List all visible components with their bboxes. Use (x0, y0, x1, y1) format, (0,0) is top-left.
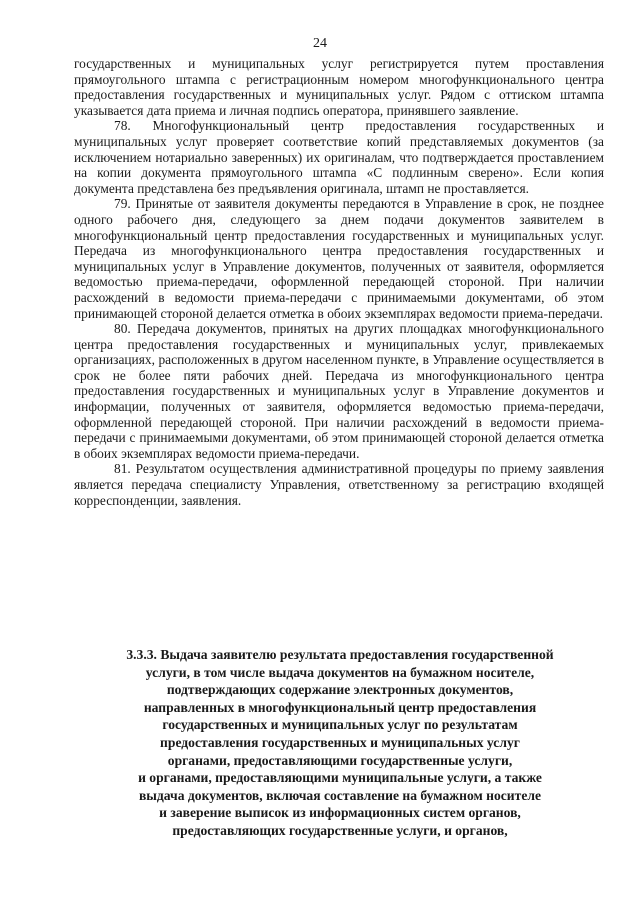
heading-line: подтверждающих содержание электронных документов, (166, 682, 514, 698)
heading-line: и заверение выписок из информационных систем органов, (159, 805, 521, 821)
heading-line: предоставляющих государственные услуги, и органов, (172, 822, 508, 838)
document-body (74, 56, 604, 508)
paragraph-80: 80. Передача документов, принятых на других площадках многофункционального центра предоставления государственных и муниципальных услуг, привлекаемых организациях, расположенных в другом населенном пункте, в Управление осуществляется в срок не более пяти рабочих дней. Передача из многофункционального центра предоставления государственных и муниципальных услуг в Управление документов и информации, полученных от заявителя, оформляется ведомостью приема-передачи, оформленной передающей стороной. При наличии расхождений в ведомости приема-передачи с принимаемыми документами, об этом принимающей стороной делается отметка в обоих экземплярах ведомости приема-передачи. (74, 321, 604, 461)
paragraph-continuation: государственных и муниципальных услуг регистрируется путем проставления прямоугольного штампа с регистрационным номером многофункционального центра предоставления государственных и муниципальных услуг. Рядом с оттиском штампа указывается дата приема и личная подпись оператора, принявшего заявление. (74, 56, 604, 118)
heading-line: органами, предоставляющими государственные услуги, (167, 752, 513, 768)
heading-line: направленных в многофункциональный центр предоставления (143, 699, 537, 715)
heading-line: 3.3.3. Выдача заявителю результата предоставления государственной (126, 647, 554, 662)
heading-line: выдача документов, включая составление на бумажном носителе (138, 787, 542, 803)
paragraph-79: 79. Принятые от заявителя документы передаются в Управление в срок, не позднее одного рабочего дня, следующего за днем подачи документов заявителем в многофункциональный центр предоставления государственных и муниципальных услуг. Передача из многофункционального центра предоставления государственных и муниципальных услуг в Управление документов, полученных от заявителя, оформляется ведомостью приема-передачи, оформленной передающей стороной. При наличии расхождений в ведомости приема-передачи с принимаемыми документами, об этом принимающей стороной делается отметка в обоих экземплярах ведомости приема-передачи. (74, 196, 604, 321)
paragraph-81: 81. Результатом осуществления административной процедуры по приему заявления является передача специалисту Управления, ответственному за регистрацию входящей корреспонденции, заявления. (74, 461, 604, 508)
heading-line: и органами, предоставляющими муниципальные услуги, а также (138, 770, 542, 786)
page-number: 24 (313, 36, 327, 51)
heading-line: государственных и муниципальных услуг по результатам (162, 717, 518, 733)
section-heading-3-3-3 (80, 646, 600, 840)
heading-line: услуги, в том числе выдача документов на бумажном носителе, (145, 664, 535, 680)
paragraph-78: 78. Многофункциональный центр предоставления государственных и муниципальных услуг проверяет соответствие копий представляемых документов (за исключением нотариально заверенных) их оригиналам, что подтверждается проставлением на копии документа прямоугольного штампа «С подлинным сверено». Если копия документа представлена без предъявления оригинала, штамп не проставляется. (74, 118, 604, 196)
heading-line: предоставления государственных и муниципальных услуг (160, 734, 520, 750)
